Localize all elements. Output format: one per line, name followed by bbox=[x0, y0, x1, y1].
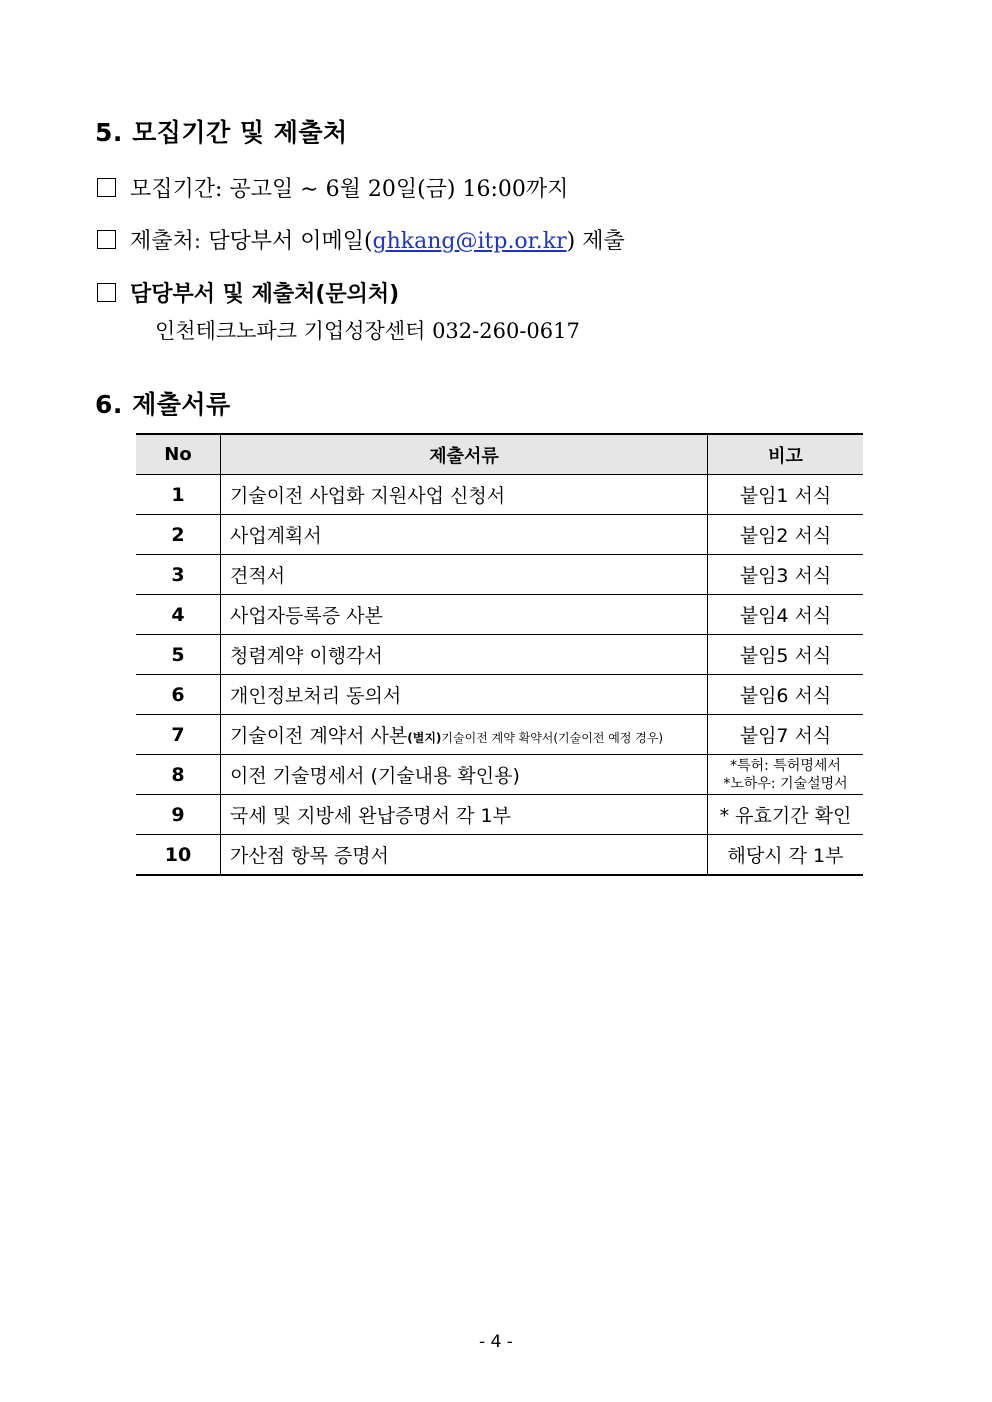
row-no: 6 bbox=[136, 675, 221, 715]
checkbox-icon bbox=[97, 283, 116, 302]
documents-table bbox=[136, 433, 863, 876]
row-note-line2: *노하우: 기술설명서 bbox=[723, 775, 848, 792]
row-note: 붙임3 서식 bbox=[708, 555, 864, 595]
row-no: 10 bbox=[136, 835, 221, 876]
row-doc-cell bbox=[221, 715, 708, 755]
row-no: 7 bbox=[136, 715, 221, 755]
submit-prefix: 담당부서 이메일( bbox=[208, 229, 373, 254]
row-doc: 기술이전 사업화 지원사업 신청서 bbox=[221, 475, 708, 515]
page-number: - 4 - bbox=[479, 1332, 513, 1352]
row-doc-extra bbox=[407, 731, 663, 745]
table-row bbox=[136, 835, 863, 876]
recruit-period-label: 모집기간 bbox=[130, 177, 216, 202]
row-note: 붙임4 서식 bbox=[708, 595, 864, 635]
row-doc: 가산점 항목 증명서 bbox=[221, 835, 708, 876]
row-no: 8 bbox=[136, 755, 221, 795]
row-doc-small: 기술이전 계약 확약서(기술이전 예정 경우) bbox=[441, 731, 664, 745]
recruit-period-value: 공고일 ∼ 6월 20일(금) 16:00까지 bbox=[229, 177, 569, 202]
row-doc: 이전 기술명세서 (기술내용 확인용) bbox=[221, 755, 708, 795]
recruit-period-line bbox=[97, 172, 568, 203]
row-note: 붙임5 서식 bbox=[708, 635, 864, 675]
row-doc: 기술이전 계약서 사본 bbox=[230, 725, 408, 747]
row-note: 붙임6 서식 bbox=[708, 675, 864, 715]
row-no: 2 bbox=[136, 515, 221, 555]
row-no: 9 bbox=[136, 795, 221, 835]
row-doc: 사업자등록증 사본 bbox=[221, 595, 708, 635]
table-row bbox=[136, 715, 863, 755]
row-no: 4 bbox=[136, 595, 221, 635]
table-header-row bbox=[136, 434, 863, 475]
section-6-heading: 6. 제출서류 bbox=[95, 390, 231, 419]
row-note-line1: *특허: 특허명세서 bbox=[730, 757, 841, 774]
table-row bbox=[136, 555, 863, 595]
table-row bbox=[136, 475, 863, 515]
submit-sep: : bbox=[193, 229, 202, 254]
row-note: 붙임7 서식 bbox=[708, 715, 864, 755]
table-row bbox=[136, 595, 863, 635]
table-row bbox=[136, 675, 863, 715]
col-no-header: No bbox=[136, 434, 221, 475]
table-row bbox=[136, 635, 863, 675]
row-note: 해당시 각 1부 bbox=[708, 835, 864, 876]
row-doc: 사업계획서 bbox=[221, 515, 708, 555]
contact-line bbox=[97, 277, 399, 308]
recruit-period-sep: : bbox=[215, 177, 223, 202]
table-row bbox=[136, 795, 863, 835]
row-note: 붙임2 서식 bbox=[708, 515, 864, 555]
row-no: 5 bbox=[136, 635, 221, 675]
submit-suffix: ) 제출 bbox=[566, 229, 625, 254]
checkbox-icon bbox=[97, 230, 116, 249]
submit-label: 제출처 bbox=[130, 229, 194, 254]
col-doc-header: 제출서류 bbox=[221, 434, 708, 475]
row-no: 3 bbox=[136, 555, 221, 595]
row-doc: 국세 및 지방세 완납증명서 각 1부 bbox=[221, 795, 708, 835]
row-doc-tag: (별지) bbox=[407, 731, 442, 745]
row-note-cell bbox=[708, 755, 864, 795]
checkbox-icon bbox=[97, 178, 116, 197]
section-5-heading: 5. 모집기간 및 제출처 bbox=[95, 118, 348, 147]
row-doc: 개인정보처리 동의서 bbox=[221, 675, 708, 715]
table-row bbox=[136, 755, 863, 795]
submit-line bbox=[97, 224, 625, 255]
col-note-header: 비고 bbox=[708, 434, 864, 475]
row-doc: 견적서 bbox=[221, 555, 708, 595]
email-link[interactable]: ghkang@itp.or.kr bbox=[372, 229, 567, 254]
row-note: 붙임1 서식 bbox=[708, 475, 864, 515]
contact-label: 담당부서 및 제출처(문의처) bbox=[130, 282, 400, 307]
contact-value: 인천테크노파크 기업성장센터 032-260-0617 bbox=[155, 319, 580, 343]
table-row bbox=[136, 515, 863, 555]
row-note: * 유효기간 확인 bbox=[708, 795, 864, 835]
row-doc: 청렴계약 이행각서 bbox=[221, 635, 708, 675]
row-no: 1 bbox=[136, 475, 221, 515]
